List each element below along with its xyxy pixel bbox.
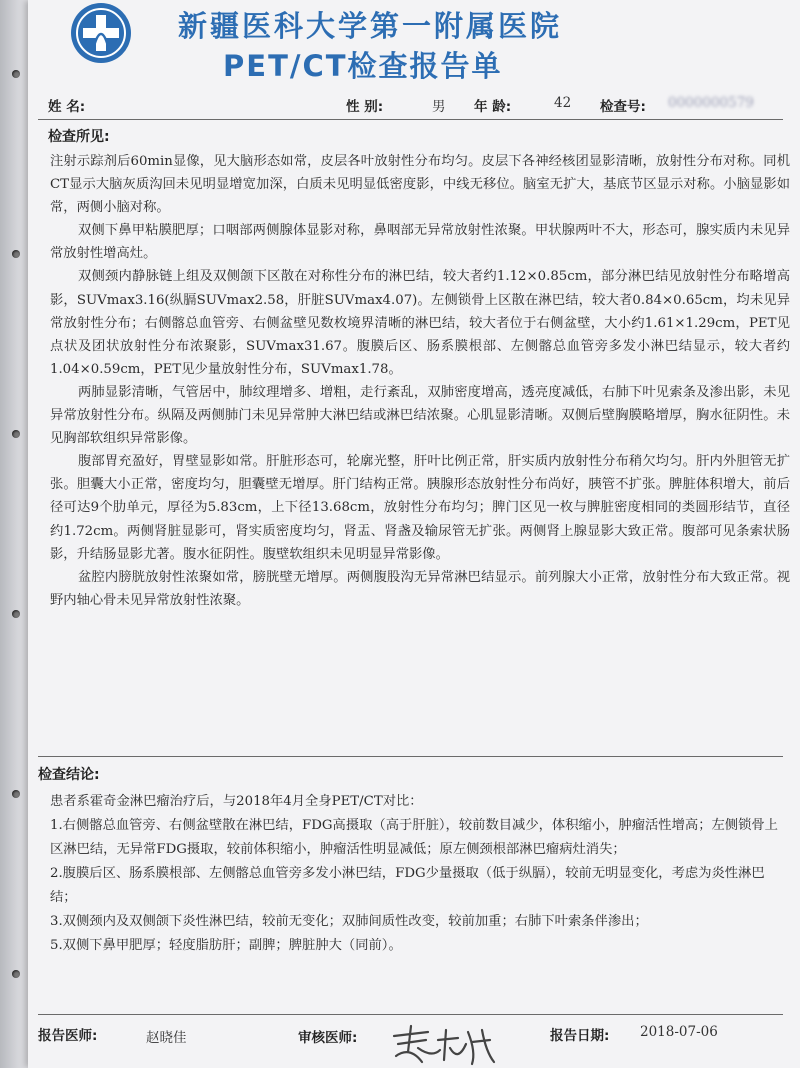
reviewer-signature bbox=[388, 1022, 498, 1068]
review-doctor-label: 审核医师: bbox=[298, 1030, 358, 1046]
conclusion-heading: 检查结论: bbox=[38, 767, 100, 783]
conclusion-line: 3.双侧颈内及双侧颌下炎性淋巴结，较前无变化；双肺间质性改变，较前加重；右肺下叶索条伴渗出； bbox=[50, 914, 648, 929]
age-value: 42 bbox=[554, 95, 572, 111]
report-title: PET/CT检查报告单 bbox=[223, 49, 503, 83]
report-date-value: 2018-07-06 bbox=[640, 1024, 718, 1040]
conclusion-line: 1.右侧髂总血管旁、右侧盆壁散在淋巴结，FDG高摄取（高于肝脏），较前数目减少，体积缩小，肿瘤活性增高；左侧锁骨上区淋巴结，无异常FDG摄取，较前体积缩小，肿瘤活性明显减低；原左侧颈根部淋巴瘤病灶消失； bbox=[50, 818, 778, 857]
conclusion-line: 5.双侧下鼻甲肥厚；轻度脂肪肝；副脾；脾脏肿大（同前）。 bbox=[50, 938, 402, 953]
findings-paragraph: 双侧颈内静脉链上组及双侧颌下区散在对称性分布的淋巴结，较大者约1.12×0.85cm，部分淋巴结见放射性分布略增高影，SUVmax3.16(纵膈SUVmax2.58，肝脏SUVmax4.07)。左侧锁骨上区散在淋巴结，较大者0.84×0.65cm，均未见异常放射性分布；右侧髂总血管旁、右侧盆壁见数枚境界清晰的淋巴结，较大者位于右侧盆壁，大小约1.61×1.29cm，PET见点状及团状放射性分布浓聚影，SUVmax31.67。腹膜后区、肠系膜根部、左侧髂总血管旁多发小淋巴结显示，较大者约1.04×0.59cm，PET见少量放射性分布，SUVmax1.78。 bbox=[50, 269, 790, 377]
footer-divider bbox=[38, 1014, 783, 1015]
findings-paragraph: 双侧下鼻甲粘膜肥厚；口咽部两侧腺体显影对称，鼻咽部无异常放射性浓聚。甲状腺两叶不大，形态可，腺实质内未见异常放射性增高灶。 bbox=[50, 223, 790, 262]
conclusion-line: 患者系霍奇金淋巴瘤治疗后，与2018年4月全身PET/CT对比： bbox=[50, 794, 423, 809]
findings-paragraph: 两肺显影清晰，气管居中，肺纹理增多、增粗，走行紊乱，双肺密度增高，透亮度减低，右肺下叶见索条及渗出影，未见异常放射性分布。纵隔及两侧肺门未见异常肿大淋巴结或淋巴结浓聚。心肌显影清晰。双侧后壁胸膜略增厚，胸水征阴性。未见胸部软组织异常影像。 bbox=[50, 384, 790, 447]
age-label: 年 龄: bbox=[474, 99, 512, 115]
exam-no-value: 0000000579 bbox=[668, 95, 754, 111]
findings-paragraph: 盆腔内膀胱放射性浓聚如常，膀胱壁无增厚。两侧腹股沟无异常淋巴结显示。前列腺大小正常，放射性分布大致正常。视野内轴心骨未见异常放射性浓聚。 bbox=[50, 569, 790, 608]
sex-value: 男 bbox=[432, 99, 446, 115]
findings-paragraph: 注射示踪剂后60min显像，见大脑形态如常，皮层各叶放射性分布均匀。皮层下各神经核团显影清晰，放射性分布对称。同机CT显示大脑灰质沟回未见明显增宽加深，白质未见明显低密度影，中线无移位。脑室无扩大，基底节区显示对称。小脑显影如常，两侧小脑对称。 bbox=[50, 154, 790, 216]
hospital-logo-icon bbox=[70, 2, 132, 64]
findings-divider bbox=[38, 756, 783, 757]
report-doctor-value: 赵晓佳 bbox=[146, 1030, 187, 1046]
report-doctor-label: 报告医师: bbox=[38, 1028, 98, 1044]
sex-label: 性 别: bbox=[346, 99, 384, 115]
name-label: 姓 名: bbox=[48, 99, 86, 115]
findings-heading: 检查所见: bbox=[48, 129, 110, 145]
hospital-name: 新疆医科大学第一附属医院 bbox=[178, 9, 563, 43]
findings-body bbox=[50, 150, 790, 612]
info-divider bbox=[38, 119, 783, 120]
conclusion-body bbox=[50, 790, 790, 958]
report-page bbox=[28, 0, 800, 1068]
patient-info-row bbox=[28, 92, 800, 118]
conclusion-line: 2.腹膜后区、肠系膜根部、左侧髂总血管旁多发小淋巴结，FDG少量摄取（低于纵膈），较前无明显变化，考虑为炎性淋巴结； bbox=[50, 866, 765, 905]
exam-no-label: 检查号: bbox=[600, 99, 646, 115]
findings-paragraph: 腹部胃充盈好，胃壁显影如常。肝脏形态可，轮廓光整，肝叶比例正常，肝实质内放射性分布稍欠均匀。肝内外胆管无扩张。胆囊大小正常，密度均匀，胆囊壁无增厚。肝门结构正常。胰腺形态放射性分布尚好，胰管不扩张。脾脏体积增大，前后径可达9个肋单元，厚径为5.83cm，上下径13.68cm，放射性分布均匀；脾门区见一枚与脾脏密度相同的类圆形结节，直径约1.72cm。两侧肾脏显影可，肾实质密度均匀，肾盂、肾盏及输尿管无扩张。两侧肾上腺显影大致正常。腹部可见条索状肠影，升结肠显影尤著。腹水征阴性。腹壁软组织未见明显异常影像。 bbox=[50, 454, 790, 562]
report-date-label: 报告日期: bbox=[550, 1028, 610, 1044]
